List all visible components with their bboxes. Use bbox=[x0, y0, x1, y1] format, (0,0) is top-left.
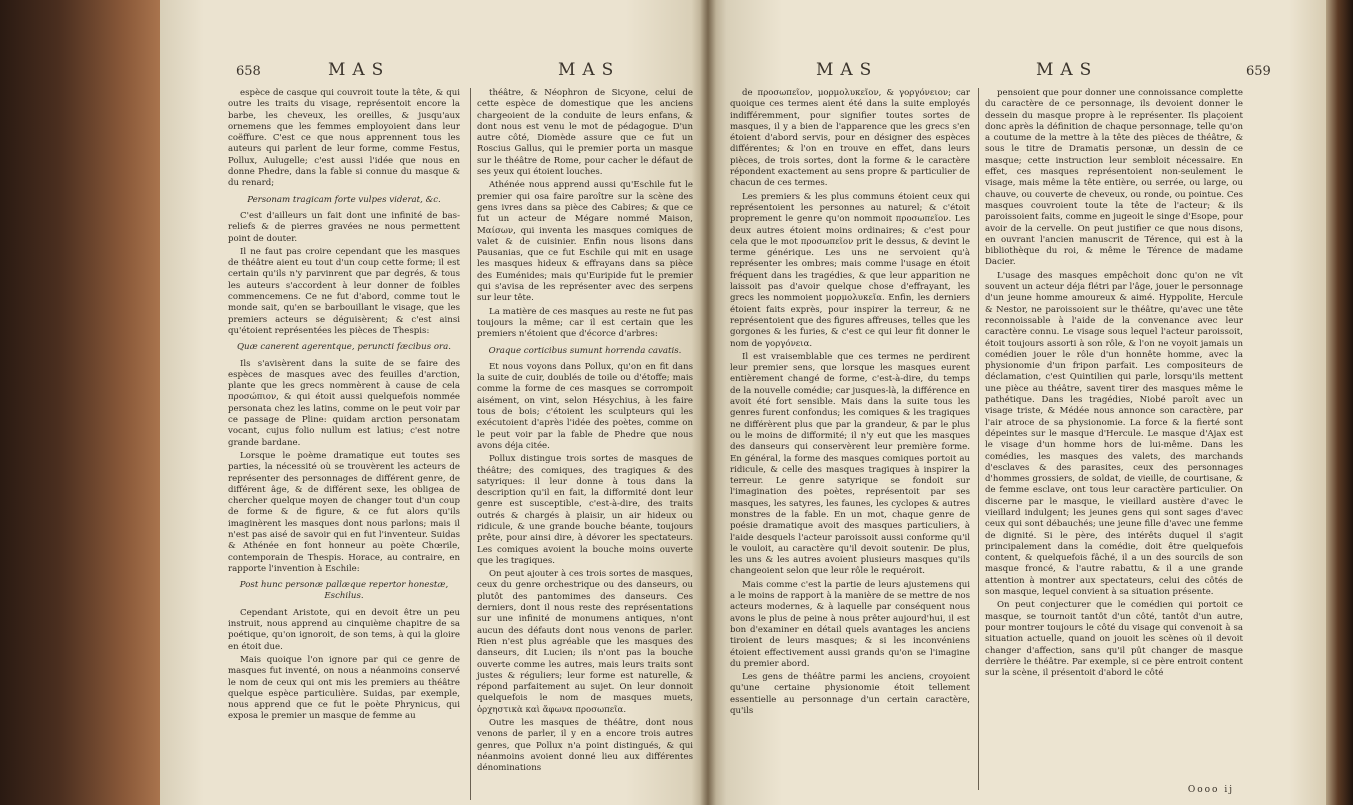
paragraph: pensoient que pour donner une connoissance complette du caractère de ce personnage, ils devoient donner le dessein du masque propre à le représenter. Ils plaçoient donc après la définition de chaque personnage, telle qu'on a coutume de la mettre à la tête des pièces de théâtre, & sous le titre de Dramatis personæ, un dessin de ce masque; cette instruction leur sembloit nécessaire. En effet, ces masques représentoient non-seulement le visage, mais même la tête entière, ou serrée, ou large, ou chauve, ou couverte de cheveux, ou ronde, ou pointue. Ces masques couvroient toute la tête de l'acteur; & ils paroissoient faits, comme en jugeoit le singe d'Esope, pour avoir de la cervelle. On peut justifier ce que nous disons, en ouvrant l'ancien manuscrit de Térence, qui est à la bibliothèque du roi, & même le Térence de madame Dacier. bbox=[985, 88, 1243, 268]
running-head-left-b: MAS bbox=[558, 60, 621, 80]
left-page-column-1 bbox=[228, 88, 460, 800]
right-page-column-1 bbox=[730, 88, 970, 790]
book-edge-left bbox=[0, 0, 168, 805]
page-number-right: 659 bbox=[1246, 64, 1271, 79]
right-page bbox=[708, 0, 1326, 805]
paragraph: On peut ajouter à ces trois sortes de masques, ceux du genre orchestrique ou des danseurs, ou plutôt des pantomimes des danseurs. Ces derniers, dont il nous reste des représentations sur une infinité de monumens antiques, n'ont aucun des défauts dont nous venons de parler. Rien n'est plus agréable que les masques des danseurs, dit Lucien; ils n'ont pas la bouche ouverte comme les autres, mais leurs traits sont justes & réguliers; leur forme est naturelle, & répond parfaitement au sujet. On leur donnoit quelquefois le nom de masques muets, ὀρχηστικὰ καὶ ἄφωνα προσωπεῖα. bbox=[477, 569, 693, 715]
verse: Oraque corticibus sumunt horrenda cavatis. bbox=[488, 345, 682, 356]
left-page-column-2 bbox=[470, 88, 693, 800]
running-head-left-a: MAS bbox=[328, 60, 391, 80]
signature-mark: Oooo ij bbox=[1187, 785, 1234, 795]
paragraph: théâtre, & Néophron de Sicyone, celui de cette espèce de domestique que les anciens chargeoient de la conduite de leurs enfans, & dont nous est venu le mot de pédagogue. D'un autre côté, Diomède assure que ce fut un Roscius Gallus, qui le premier porta un masque sur le théâtre de Rome, pour cacher le défaut de ses yeux qui étoient louches. bbox=[477, 88, 693, 178]
running-head-right-b: MAS bbox=[1036, 60, 1099, 80]
paragraph: Il ne faut pas croire cependant que les masques de théâtre aient eu tout d'un coup cette forme; il est certain qu'ils n'y parvinrent que par degrés, & tous les auteurs s'accordent à leur donner de foibles commencemens. Ce ne fut d'abord, comme tout le monde sait, qu'en se barbouillant le visage, que les premiers acteurs se déguisèrent; & c'est ainsi qu'étoient représentées les pièces de Thespis: bbox=[228, 246, 460, 336]
book-gutter bbox=[700, 0, 716, 805]
paragraph: Et nous voyons dans Pollux, qu'on en fit dans la suite de cuir, doublés de toile ou d'étoffe; mais comme la forme de ces masques se corrompoit aisément, on vint, selon Hésychius, à les faire tous de bois; c'étoient les sculpteurs qui les exécutoient d'après l'idée des poètes, comme on le peut voir par la fable de Phedre que nous avons déja citée. bbox=[477, 361, 693, 451]
running-head-right-a: MAS bbox=[816, 60, 879, 80]
right-page-column-2 bbox=[978, 88, 1243, 790]
paragraph: Cependant Aristote, qui en devoit être un peu instruit, nous apprend au cinquième chapitre de sa poétique, qu'on ignoroit, de son tems, à qui la gloire en étoit due. bbox=[228, 607, 460, 652]
verse: Personam tragicam forte vulpes viderat, &c. bbox=[247, 194, 441, 205]
left-page bbox=[160, 0, 708, 805]
paragraph: Outre les masques de théâtre, dont nous venons de parler, il y en a encore trois autres genres, que Pollux n'a point distingués, & qui néanmoins avoient donné lieu aux différentes dénominations bbox=[477, 718, 693, 774]
paragraph: Mais comme c'est la partie de leurs ajustemens qui a le moins de rapport à la manière de se mettre de nos acteurs modernes, & à laquelle par conséquent nous avons le plus de peine à nous prêter aujourd'hui, il est bon d'examiner en détail quels avantages les anciens tiroient de leurs masques; & si les inconvéniens étoient effectivement aussi grands qu'on se l'imagine du premier abord. bbox=[730, 579, 970, 669]
paragraph: L'usage des masques empêchoit donc qu'on ne vît souvent un acteur déja flétri par l'âge, jouer le personnage d'un jeune homme amoureux & aimé. Hyppolite, Hercule & Nestor, ne paroissoient sur le théâtre, qu'avec une tête reconnoissable à l'aide de la convenance avec leur caractère connu. Le visage sous lequel l'acteur paroissoit, étoit toujours assorti à son rôle, & l'on ne voyoit jamais un comédien jouer le rôle d'un honnête homme, avec la physionomie d'un fripon parfait. Les compositeurs de déclamation, c'est Quintilien qui parle, lorsqu'ils mettent une pièce au théâtre, savent tirer des masques même le pathétique. Dans les tragédies, Niobé paroît avec un visage triste, & Médée nous annonce son caractère, par l'air atroce de sa physionomie. La force & la fierté sont dépeintes sur le masque d'Hercule. Le masque d'Ajax est le visage d'un homme hors de lui-même. Dans les comédies, les masques des valets, des marchands d'esclaves & des parasites, ceux des personnages d'hommes grossiers, de soldat, de vieille, de courtisane, & de femme esclave, ont tous leur caractère particulier. On discerne par le masque, le vieillard austère d'avec le vieillard indulgent; les jeunes gens qui sont sages d'avec ceux qui sont débauchés; une jeune fille d'avec une femme de dignité. Si le père, des intérêts duquel il s'agit principalement dans la comédie, doit être quelquefois content, & quelquefois fâché, il a un des sourcils de son masque froncé, & l'autre rabattu, & il a une grande attention à montrer aux spectateurs, celui des côtés de son masque, lequel convient à sa situation présente. bbox=[985, 270, 1243, 598]
paragraph: Pollux distingue trois sortes de masques de théâtre; des comiques, des tragiques & des satyriques: il leur donne à tous dans la description qu'il en fait, la difformité dont leur genre est susceptible, c'est-à-dire, des traits outrés & chargés à plaisir, un air hideux ou ridicule, & une grande bouche béante, toujours prête, pour ainsi dire, à dévorer les spectateurs. Les comiques avoient la bouche moins ouverte que les tragiques. bbox=[477, 454, 693, 566]
page-number-left: 658 bbox=[236, 64, 261, 79]
paragraph: C'est d'ailleurs un fait dont une infinité de bas-reliefs & de pierres gravées ne nous permettent point de douter. bbox=[228, 210, 460, 244]
paragraph: Athénée nous apprend aussi qu'Eschile fut le premier qui osa faire paroître sur la scène des gens ivres dans sa pièce des Cabires; & que ce fut un acteur de Mégare nommé Maison, Μαίσων, qui inventa les masques comiques de valet & de cuisinier. Enfin nous lisons dans Pausanias, que ce fut Eschile qui mit en usage les masques hideux & effrayans dans sa pièce des Euménides; mais qu'Euripide fut le premier qui s'avisa de les représenter avec des serpens sur leur tête. bbox=[477, 180, 693, 304]
book-edge-right bbox=[1323, 0, 1353, 805]
verse: Quæ canerent agerentque, peruncti fæcibus ora. bbox=[237, 342, 451, 353]
paragraph: Il est vraisemblable que ces termes ne perdirent leur premier sens, que lorsque les masques eurent entièrement changé de forme, c'est-à-dire, du temps de la nouvelle comédie; car jusques-là, la différence en avoit été fort sensible. Mais dans la suite tous les genres furent confondus; les comiques & les tragiques ne différèrent plus que par la grandeur, & par le plus ou le moins de difformité; il n'y eut que les masques des danseurs qui conservèrent leur première forme. En général, la forme des masques comiques portoit au ridicule, & celle des masques tragiques à inspirer la terreur. Le genre satyrique se fondoit sur l'imagination des poètes, représentoit par ses masques, les satyres, les faunes, les cyclopes & autres monstres de la fable. En un mot, chaque genre de poésie dramatique avoit des masques particuliers, à l'aide desquels l'acteur paroissoit aussi conforme qu'il le vouloit, au caractère qu'il devoit soutenir. De plus, les uns & les autres avoient plusieurs masques qu'ils changeoient selon que leur rôle le requéroit. bbox=[730, 351, 970, 577]
paragraph: Lorsque le poème dramatique eut toutes ses parties, la nécessité où se trouvèrent les acteurs de représenter des personnages de différent genre, de différent âge, & de différent sexe, les obligea de chercher quelque moyen de changer tout d'un coup de forme & de figure, & ce fut alors qu'ils imaginèrent les masques dont nous parlons; mais il n'est pas aisé de savoir qui en fut l'inventeur. Suidas & Athénée en font honneur au poète Chœrile, contemporain de Thespis. Horace, au contraire, en rapporte l'invention à Eschile: bbox=[228, 450, 460, 574]
verse: Post hunc personæ pallæque repertor honestæ, Eschilus. bbox=[239, 580, 449, 602]
paragraph: On peut conjecturer que le comédien qui portoit ce masque, se tournoit tantôt d'un côté, tantôt d'un autre, pour montrer toujours le côté du visage qui convenoit à sa situation actuelle, quand on jouoit les scènes où il devoit changer d'affection, sans qu'il pût changer de masque derrière le théâtre. Par exemple, si ce père entroit content sur la scène, il présentoit d'abord le côté bbox=[985, 600, 1243, 679]
paragraph: Mais quoique l'on ignore par qui ce genre de masques fut inventé, on nous a néanmoins conservé le nom de ceux qui ont mis les premiers au théâtre quelque espèce particulière. Suidas, par exemple, nous apprend que ce fut le poète Phrynicus, qui exposa le premier un masque de femme au bbox=[228, 654, 460, 722]
paragraph: de προσωπεῖον, μορμολυκεῖον, & γοργόνειον; car quoique ces termes aient été dans la suite employés indifféremment, pour signifier toutes sortes de masques, il y a bien de l'apparence que les grecs s'en étoient d'abord servis, pour en désigner des espèces différentes; & l'on en trouve en effet, dans leurs pièces, de trois sortes, dont la forme & le caractère répondent exactement au sens propre & particulier de chacun de ces termes. bbox=[730, 88, 970, 189]
paragraph: espèce de casque qui couvroit toute la tête, & qui outre les traits du visage, représentoit encore la barbe, les cheveux, les oreilles, & jusqu'aux ornemens que les femmes employoient dans leur coëffure. C'est ce que nous apprennent tous les auteurs qui parlent de leur forme, comme Festus, Pollux, Aulugelle; c'est aussi l'idée que nous en donne Phedre, dans la fable si connue du masque & du renard; bbox=[228, 88, 460, 189]
paragraph: Ils s'avisèrent dans la suite de se faire des espèces de masques avec des feuilles d'arction, plante que les grecs nommèrent à cause de cela προσώπιον, & qui étoit aussi quelquefois nommée personata chez les latins, comme on le peut voir par ce passage de Pline: quidam arction personatam vocant, cujus folio nullum est latius; c'est notre grande bardane. bbox=[228, 358, 460, 448]
paragraph: La matière de ces masques au reste ne fut pas toujours la même; car il est certain que les premiers n'étoient que d'écorce d'arbres: bbox=[477, 306, 693, 340]
paragraph: Les premiers & les plus communs étoient ceux qui représentoient les personnes au naturel; & c'étoit proprement le genre qu'on nommoit προσωπεῖον. Les deux autres étoient moins ordinaires; & c'est pour cela que le mot προσωπεῖον prit le dessus, & devint le terme générique. Les uns ne servoient qu'à représenter les ombres; mais comme l'usage en étoit fréquent dans les tragédies, & que leur apparition ne laissoit pas d'avoir quelque chose d'effrayant, les grecs les nommoient μορμολυκεῖα. Enfin, les derniers étoient faits exprès, pour inspirer la terreur, & ne représentoient que des figures affreuses, telles que les gorgones & les furies, & c'est ce qui leur fit donner le nom de γοργόνεια. bbox=[730, 191, 970, 349]
paragraph: Les gens de théâtre parmi les anciens, croyoient qu'une certaine physionomie étoit tellement essentielle au personnage d'un certain caractère, qu'ils bbox=[730, 672, 970, 717]
